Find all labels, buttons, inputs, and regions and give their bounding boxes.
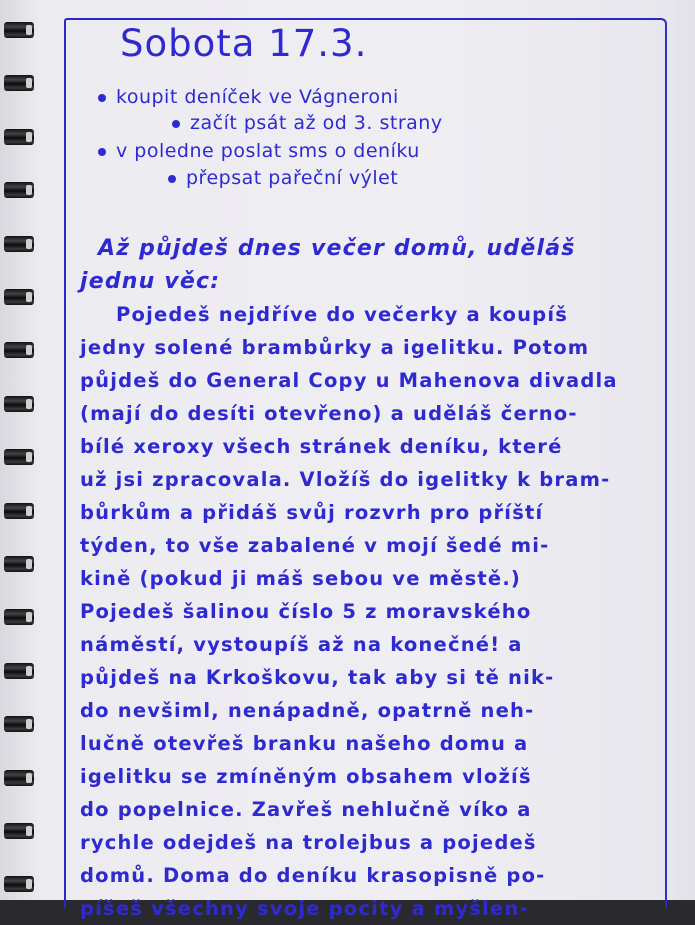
text-line: jedny solené brambůrky a igelitku. Potom — [80, 336, 590, 359]
spiral-ring — [4, 342, 34, 358]
text-line: kině (pokud ji máš sebou ve městě.) — [80, 567, 522, 590]
text-line: lučně otevřeš branku našeho domu a — [80, 732, 529, 755]
spiral-ring — [4, 556, 34, 572]
spiral-ring — [4, 823, 34, 839]
text-line: bílé xeroxy všech stránek deníku, které — [80, 435, 563, 458]
text-line: do popelnice. Zavřeš nehlučně víko a — [80, 798, 532, 821]
spiral-binding — [0, 0, 38, 900]
text-line: jednu věc: — [80, 269, 221, 294]
bullet-item-2 — [172, 112, 443, 134]
bullet-text: v poledne poslat sms o deníku — [116, 140, 420, 162]
text-line: domů. Doma do deníku krasopisně po- — [80, 864, 546, 887]
spiral-ring — [4, 182, 34, 198]
spiral-ring — [4, 449, 34, 465]
spiral-ring — [4, 609, 34, 625]
spiral-ring — [4, 876, 34, 892]
text-line: bůrkům a přidáš svůj rozvrh pro příští — [80, 501, 544, 524]
page-edge-shadow — [665, 0, 695, 900]
text-line: týden, to vše zabalené v mojí šedé mi- — [80, 534, 550, 557]
spiral-ring — [4, 503, 34, 519]
bullet-item-3 — [98, 140, 420, 162]
page-title: Sobota 17.3. — [120, 22, 368, 65]
spiral-ring — [4, 396, 34, 412]
bullet-text: přepsat pařeční výlet — [186, 167, 399, 189]
diary-text — [80, 232, 660, 925]
spiral-ring — [4, 22, 34, 38]
bullet-item-4 — [168, 167, 398, 189]
text-line: už jsi zpracovala. Vložíš do igelitky k bram- — [80, 468, 611, 491]
bullet-dot-icon — [168, 175, 176, 183]
text-line: Pojedeš nejdříve do večerky a koupíš — [116, 303, 569, 326]
spiral-ring — [4, 289, 34, 305]
text-line: píšeš všechny svoje pocity a myšlen- — [80, 897, 529, 920]
bullet-dot-icon — [98, 94, 106, 102]
text-line: půjdeš do General Copy u Mahenova divadla — [80, 369, 618, 392]
text-line: Až půjdeš dnes večer domů, uděláš — [98, 236, 576, 261]
spiral-ring — [4, 129, 34, 145]
text-line: do nevšiml, nenápadně, opatrně neh- — [80, 699, 535, 722]
text-line: Pojedeš šalinou číslo 5 z moravského — [80, 600, 532, 623]
bullet-dot-icon — [172, 120, 180, 128]
spiral-ring — [4, 663, 34, 679]
bullet-item-1 — [98, 86, 399, 108]
text-line: rychle odejdeš na trolejbus a pojedeš — [80, 831, 537, 854]
spiral-ring — [4, 236, 34, 252]
text-line: (mají do desíti otevřeno) a uděláš černo- — [80, 402, 578, 425]
bullet-dot-icon — [98, 148, 106, 156]
spiral-ring — [4, 75, 34, 91]
text-line: půjdeš na Krkoškovu, tak aby si tě nik- — [80, 666, 555, 689]
text-line: náměstí, vystoupíš až na konečné! a — [80, 633, 523, 656]
text-line: igelitku se zmíněným obsahem vložíš — [80, 765, 532, 788]
bullet-text: koupit deníček ve Vágneroni — [116, 86, 399, 108]
bullet-text: začít psát až od 3. strany — [190, 112, 443, 134]
spiral-ring — [4, 770, 34, 786]
spiral-ring — [4, 716, 34, 732]
